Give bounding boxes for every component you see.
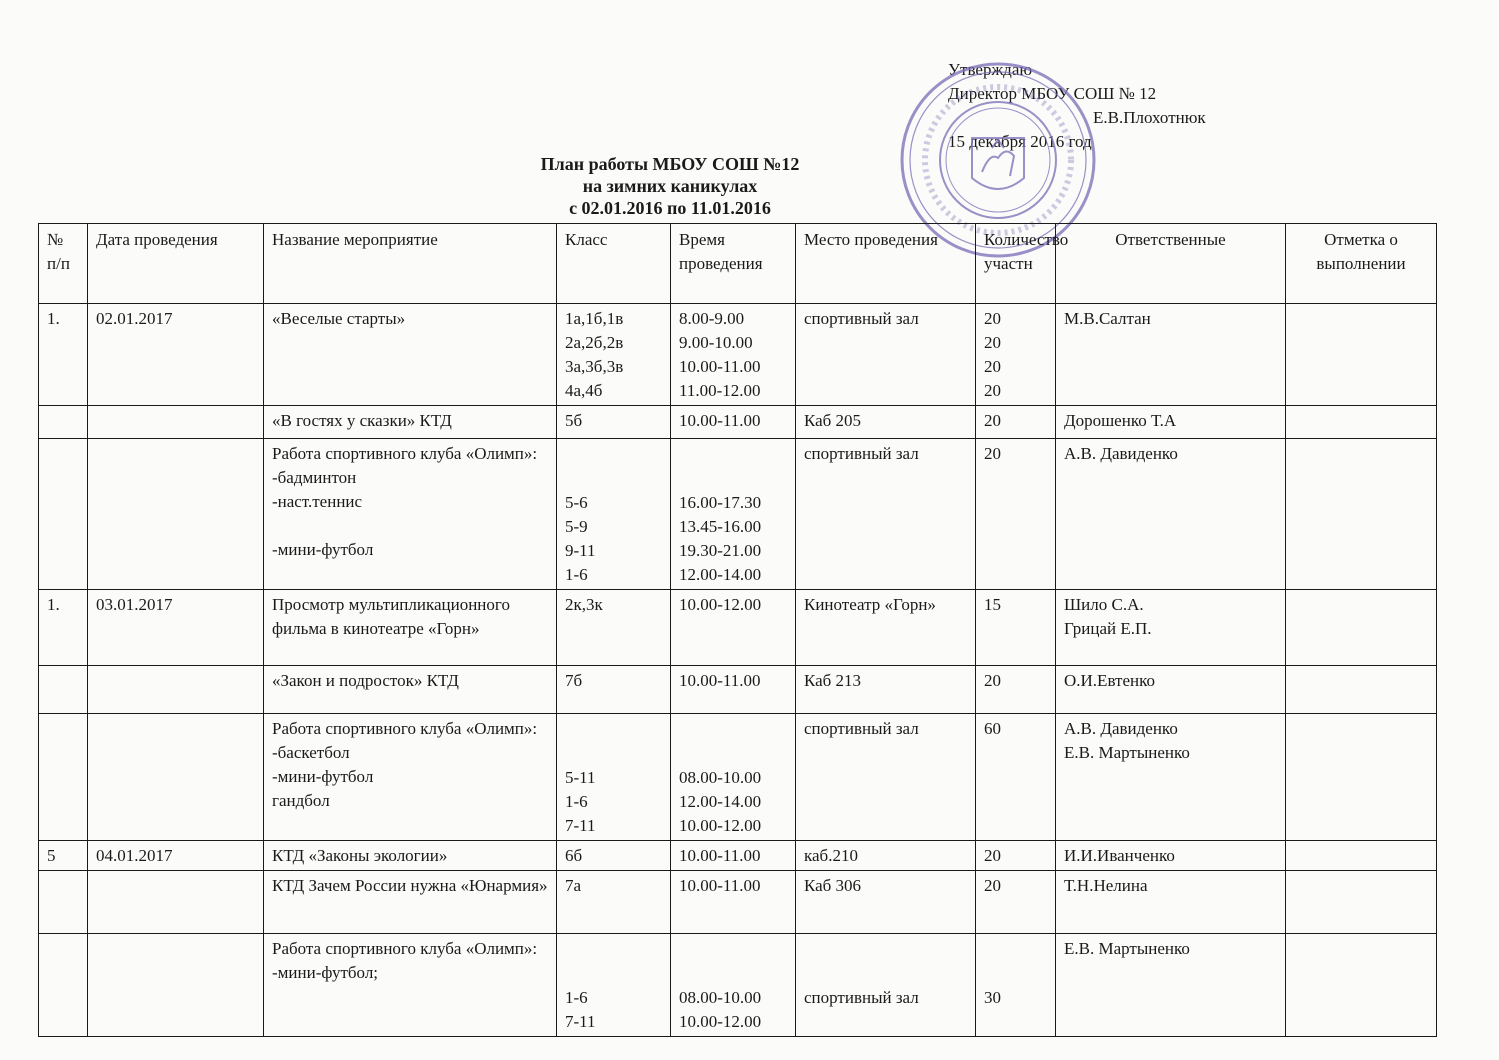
- row-class: 5-11 1-6 7-11: [557, 714, 671, 841]
- table-row: [39, 666, 1437, 714]
- table-row: [39, 714, 1437, 841]
- row-mark: [1286, 871, 1437, 934]
- row-event: «В гостях у сказки» КТД: [264, 406, 557, 439]
- row-class: 2к,3к: [557, 590, 671, 666]
- document-title: [430, 153, 910, 219]
- row-mark: [1286, 304, 1437, 406]
- row-responsible: И.И.Иванченко: [1056, 841, 1286, 871]
- row-class: 7а: [557, 871, 671, 934]
- row-num: [39, 871, 88, 934]
- header-responsible: Ответственные: [1056, 224, 1286, 304]
- row-date: [88, 871, 264, 934]
- row-class: 5б: [557, 406, 671, 439]
- row-count: 15: [976, 590, 1056, 666]
- title-line-1: План работы МБОУ СОШ №12: [540, 154, 800, 174]
- row-count: 60: [976, 714, 1056, 841]
- row-date: [88, 406, 264, 439]
- row-place: каб.210: [796, 841, 976, 871]
- row-date: 04.01.2017: [88, 841, 264, 871]
- row-time: 8.00-9.00 9.00-10.00 10.00-11.00 11.00-12.00: [671, 304, 796, 406]
- row-event: Работа спортивного клуба «Олимп»: -мини-футбол;: [264, 934, 557, 1037]
- row-mark: [1286, 590, 1437, 666]
- row-date: [88, 666, 264, 714]
- header-date: Дата проведения: [88, 224, 264, 304]
- row-num: [39, 666, 88, 714]
- row-num: [39, 439, 88, 590]
- row-mark: [1286, 439, 1437, 590]
- row-mark: [1286, 934, 1437, 1037]
- header-num: № п/п: [39, 224, 88, 304]
- row-count: 20: [976, 666, 1056, 714]
- table-row: [39, 590, 1437, 666]
- row-place: спортивный зал: [796, 439, 976, 590]
- table-row: [39, 841, 1437, 871]
- row-time: 10.00-11.00: [671, 406, 796, 439]
- row-mark: [1286, 406, 1437, 439]
- row-time: 10.00-11.00: [671, 666, 796, 714]
- row-responsible: Е.В. Мартыненко: [1056, 934, 1286, 1037]
- row-time: 10.00-12.00: [671, 590, 796, 666]
- plan-table: [38, 223, 1437, 1037]
- row-count: 20 20 20 20: [976, 304, 1056, 406]
- row-class: 6б: [557, 841, 671, 871]
- row-event: Просмотр мультипликационного фильма в кинотеатре «Горн»: [264, 590, 557, 666]
- row-responsible: Дорошенко Т.А: [1056, 406, 1286, 439]
- row-count: 30: [976, 934, 1056, 1037]
- row-date: [88, 714, 264, 841]
- row-event: КТД «Законы экологии»: [264, 841, 557, 871]
- row-class: 1-6 7-11: [557, 934, 671, 1037]
- row-place: Каб 306: [796, 871, 976, 934]
- header-class: Класс: [557, 224, 671, 304]
- row-event: «Веселые старты»: [264, 304, 557, 406]
- row-time: 10.00-11.00: [671, 841, 796, 871]
- row-time: 08.00-10.00 10.00-12.00: [671, 934, 796, 1037]
- row-responsible: А.В. Давиденко Е.В. Мартыненко: [1056, 714, 1286, 841]
- row-class: 7б: [557, 666, 671, 714]
- row-place: Каб 205: [796, 406, 976, 439]
- header-event: Название мероприятие: [264, 224, 557, 304]
- table-row: [39, 406, 1437, 439]
- header-mark: Отметка о выполнении: [1286, 224, 1437, 304]
- approval-line-2: Директор МБОУ СОШ № 12: [948, 84, 1157, 103]
- table-row: [39, 871, 1437, 934]
- row-count: 20: [976, 871, 1056, 934]
- row-responsible: А.В. Давиденко: [1056, 439, 1286, 590]
- approval-line-3: Е.В.Плохотнюк: [1093, 108, 1206, 127]
- row-time: 10.00-11.00: [671, 871, 796, 934]
- row-count: 20: [976, 406, 1056, 439]
- row-responsible: М.В.Салтан: [1056, 304, 1286, 406]
- header-time: Время проведения: [671, 224, 796, 304]
- row-num: 1.: [39, 304, 88, 406]
- title-line-3: с 02.01.2016 по 11.01.2016: [569, 198, 771, 218]
- row-count: 20: [976, 439, 1056, 590]
- row-mark: [1286, 841, 1437, 871]
- row-class: 1а,1б,1в 2а,2б,2в 3а,3б,3в 4а,4б: [557, 304, 671, 406]
- row-time: 08.00-10.00 12.00-14.00 10.00-12.00: [671, 714, 796, 841]
- row-place: спортивный зал: [796, 934, 976, 1037]
- approval-line-4: 15 декабря 2016 год: [948, 132, 1092, 151]
- table-row: [39, 934, 1437, 1037]
- row-place: Кинотеатр «Горн»: [796, 590, 976, 666]
- row-date: 03.01.2017: [88, 590, 264, 666]
- row-count: 20: [976, 841, 1056, 871]
- table-row: [39, 439, 1437, 590]
- table-header-row: [39, 224, 1437, 304]
- row-event: КТД Зачем России нужна «Юнармия»: [264, 871, 557, 934]
- table-row: [39, 304, 1437, 406]
- row-mark: [1286, 666, 1437, 714]
- row-num: [39, 714, 88, 841]
- row-mark: [1286, 714, 1437, 841]
- header-place: Место проведения: [796, 224, 976, 304]
- row-event: «Закон и подросток» КТД: [264, 666, 557, 714]
- row-date: [88, 934, 264, 1037]
- title-line-2: на зимних каникулах: [582, 176, 758, 196]
- row-responsible: Т.Н.Нелина: [1056, 871, 1286, 934]
- row-date: 02.01.2017: [88, 304, 264, 406]
- row-date: [88, 439, 264, 590]
- row-num: [39, 406, 88, 439]
- row-num: 1.: [39, 590, 88, 666]
- row-place: спортивный зал: [796, 304, 976, 406]
- row-class: 5-6 5-9 9-11 1-6: [557, 439, 671, 590]
- row-place: Каб 213: [796, 666, 976, 714]
- row-num: 5: [39, 841, 88, 871]
- row-responsible: О.И.Евтенко: [1056, 666, 1286, 714]
- header-count: Количество участн: [976, 224, 1056, 304]
- row-num: [39, 934, 88, 1037]
- row-time: 16.00-17.30 13.45-16.00 19.30-21.00 12.00-14.00: [671, 439, 796, 590]
- row-responsible: Шило С.А. Грицай Е.П.: [1056, 590, 1286, 666]
- row-event: Работа спортивного клуба «Олимп»: -баскетбол -мини-футбол гандбол: [264, 714, 557, 841]
- approval-line-1: Утверждаю: [948, 60, 1033, 79]
- row-event: Работа спортивного клуба «Олимп»: -бадминтон -наст.теннис -мини-футбол: [264, 439, 557, 590]
- row-place: спортивный зал: [796, 714, 976, 841]
